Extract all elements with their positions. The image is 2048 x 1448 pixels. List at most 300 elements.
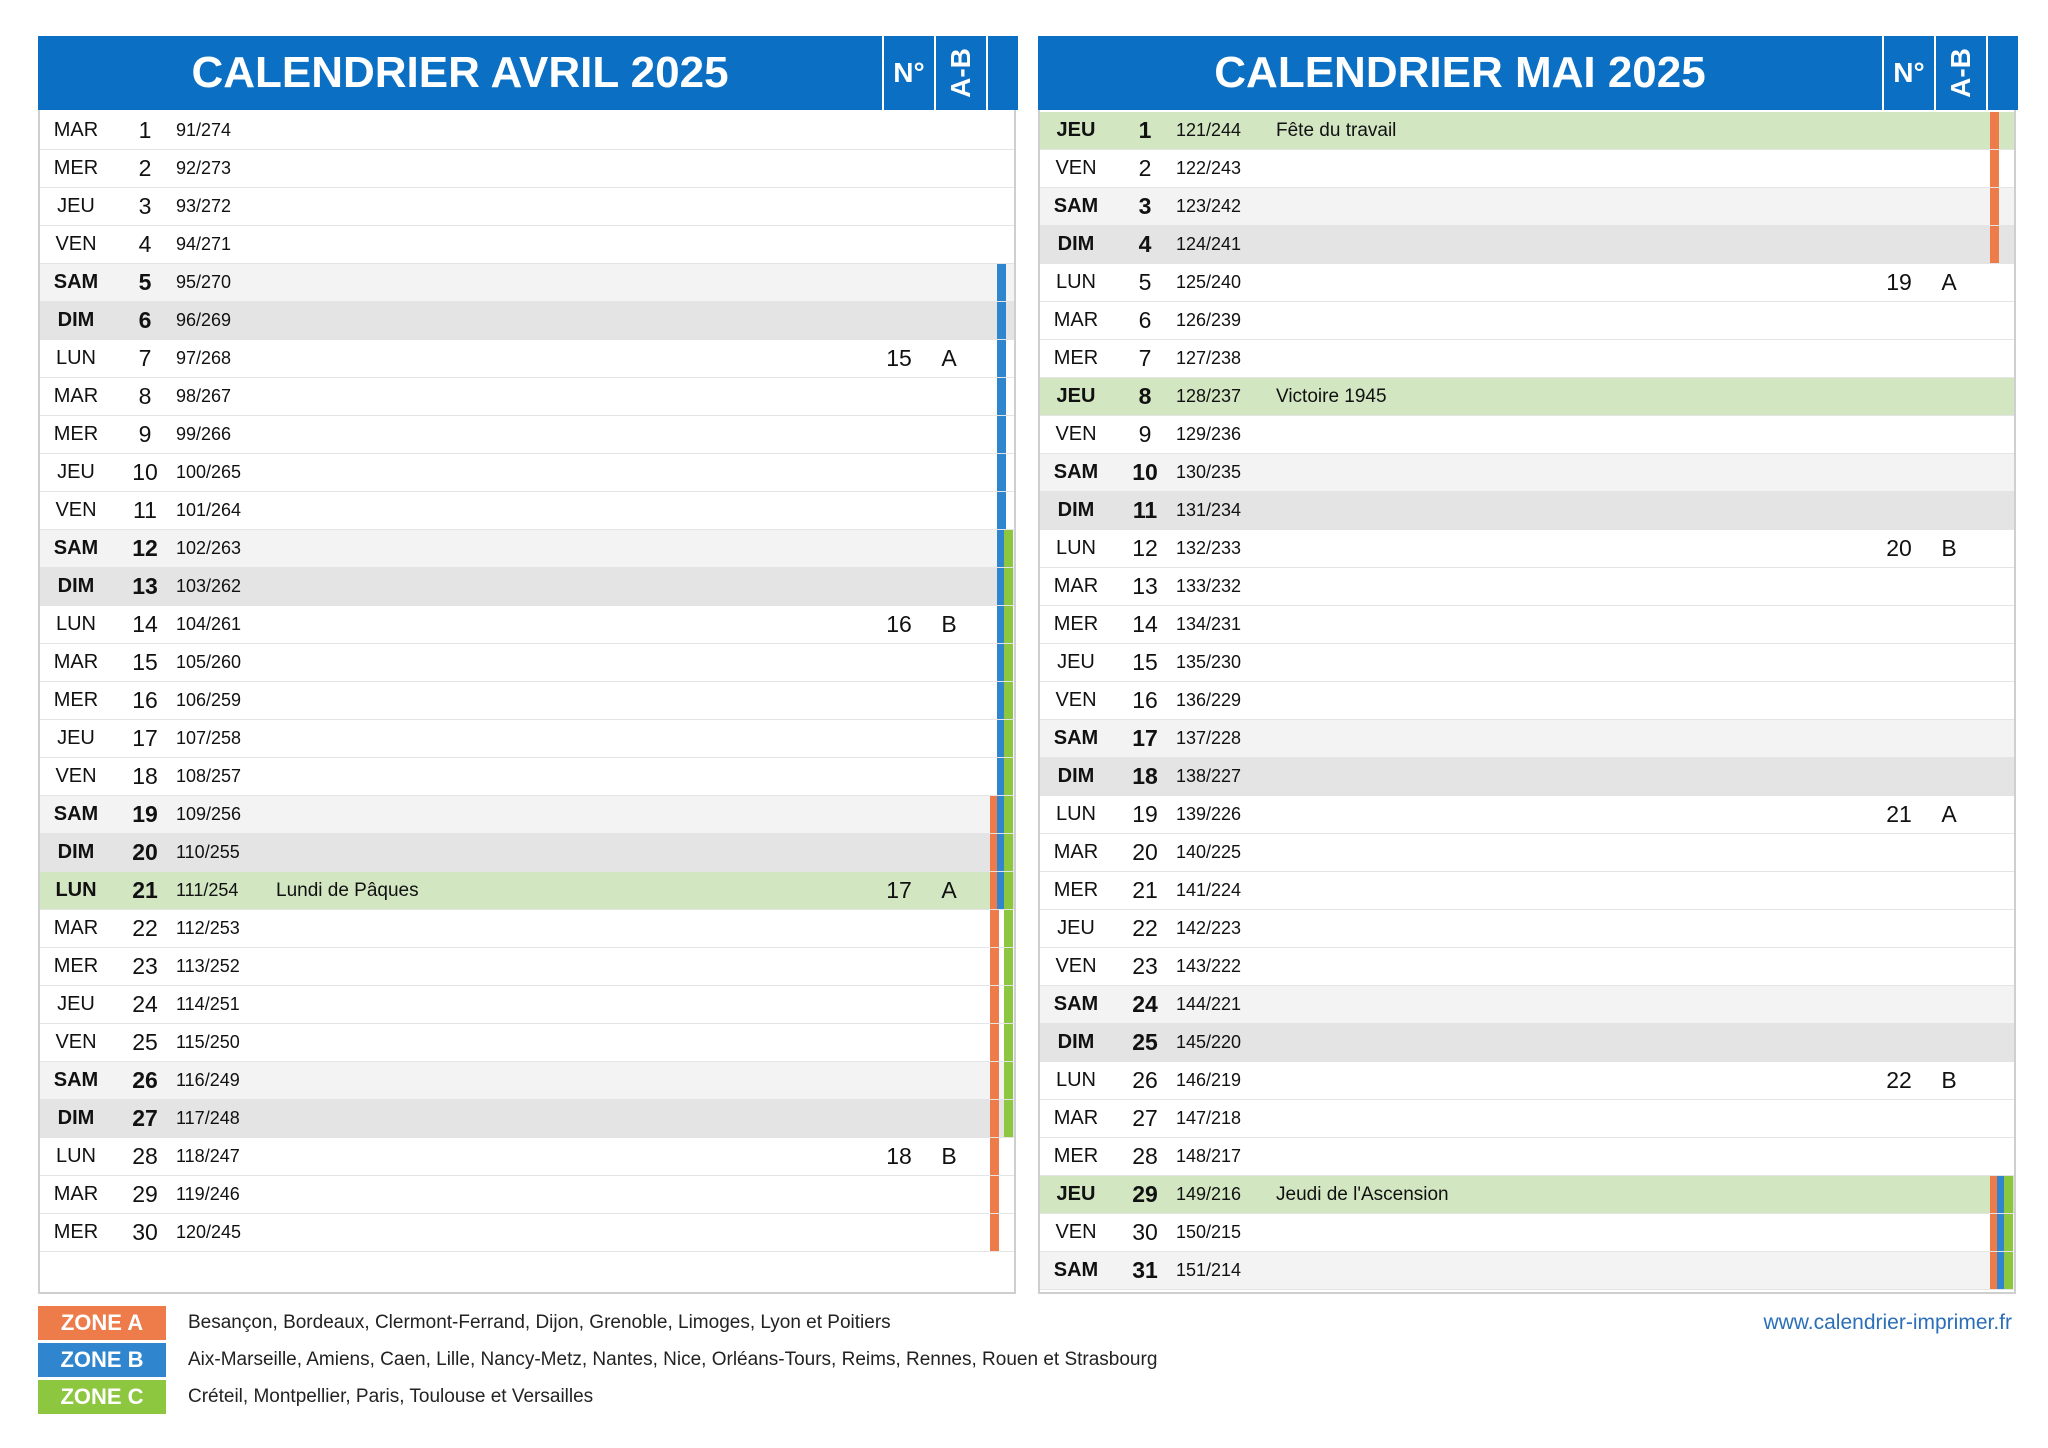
zone-c-holiday-bar xyxy=(1004,606,1013,643)
zone-a-holiday-bar xyxy=(990,1214,999,1251)
day-of-week: JEU xyxy=(1056,385,1096,407)
day-number: 16 xyxy=(132,687,158,713)
zone-a-holiday-bar xyxy=(990,1062,999,1099)
ab-week: A xyxy=(941,345,957,371)
day-of-year: 127/238 xyxy=(1176,348,1242,368)
day-of-year: 110/255 xyxy=(176,842,240,862)
day-number: 10 xyxy=(132,459,158,485)
calendar-header xyxy=(1038,36,2018,110)
day-of-year: 123/242 xyxy=(1176,196,1242,216)
day-row xyxy=(1040,948,2014,986)
day-of-year: 143/222 xyxy=(1176,956,1242,976)
day-of-year: 129/236 xyxy=(1176,424,1242,444)
day-of-year: 108/257 xyxy=(176,766,242,786)
day-number: 9 xyxy=(138,421,152,447)
day-of-week: LUN xyxy=(1055,1069,1096,1091)
day-row xyxy=(40,264,1014,302)
day-row xyxy=(1040,416,2014,454)
day-of-week: SAM xyxy=(1053,993,1099,1015)
day-rows xyxy=(40,112,1014,1252)
zone-c-holiday-bar xyxy=(1004,834,1013,871)
day-of-week: VEN xyxy=(1055,689,1097,711)
zone-b-holiday-bar xyxy=(997,340,1006,377)
zone-b-holiday-bar xyxy=(997,454,1006,491)
day-of-week: LUN xyxy=(55,879,97,901)
day-row xyxy=(40,910,1014,948)
day-of-week: VEN xyxy=(55,499,97,521)
day-of-year: 122/243 xyxy=(1176,158,1242,178)
day-row xyxy=(40,378,1014,416)
ab-week: B xyxy=(941,611,957,637)
day-of-year: 116/249 xyxy=(176,1070,240,1090)
zone-a-holiday-bar xyxy=(990,1100,999,1137)
day-of-week: SAM xyxy=(1053,195,1099,217)
day-of-week: LUN xyxy=(55,347,96,369)
day-row xyxy=(40,112,1014,150)
day-of-year: 130/235 xyxy=(1176,462,1242,482)
day-row xyxy=(40,150,1014,188)
day-row xyxy=(40,1214,1014,1252)
day-of-week: SAM xyxy=(1053,727,1099,749)
zone-b-holiday-bar xyxy=(997,492,1006,529)
day-row xyxy=(1040,1176,2014,1214)
day-of-week: SAM xyxy=(1053,461,1099,483)
day-number: 6 xyxy=(1138,307,1152,333)
day-row xyxy=(40,454,1014,492)
day-of-year: 99/266 xyxy=(176,424,232,444)
day-number: 8 xyxy=(138,383,152,409)
day-row xyxy=(40,492,1014,530)
day-row xyxy=(1040,1100,2014,1138)
day-number: 2 xyxy=(138,155,152,181)
day-of-week: LUN xyxy=(55,613,96,635)
day-of-year: 117/248 xyxy=(176,1108,240,1128)
day-of-week: MER xyxy=(53,157,99,179)
zone-c-holiday-bar xyxy=(1004,872,1013,909)
day-of-week: VEN xyxy=(1055,1221,1097,1243)
day-of-year: 92/273 xyxy=(176,158,232,178)
day-of-week: MER xyxy=(53,689,99,711)
day-of-week: LUN xyxy=(1055,537,1096,559)
zone-a-holiday-bar xyxy=(990,1024,999,1061)
day-of-year: 134/231 xyxy=(1176,614,1242,634)
ab-week: B xyxy=(941,1143,957,1169)
calendar-title: CALENDRIER MAI 2025 xyxy=(1214,48,1706,97)
day-number: 24 xyxy=(1132,991,1158,1017)
day-row xyxy=(1040,872,2014,910)
day-number: 11 xyxy=(1132,497,1158,523)
day-row xyxy=(1040,454,2014,492)
day-of-year: 131/234 xyxy=(1176,500,1242,520)
day-of-year: 146/219 xyxy=(1176,1070,1242,1090)
day-of-year: 115/250 xyxy=(176,1032,240,1052)
day-of-year: 133/232 xyxy=(1176,576,1242,596)
week-number: 19 xyxy=(1886,269,1912,295)
day-number: 17 xyxy=(132,725,158,751)
zone-a-holiday-bar xyxy=(990,1138,999,1175)
day-of-week: JEU xyxy=(57,461,95,483)
day-of-week: MAR xyxy=(53,917,99,939)
day-row xyxy=(40,568,1014,606)
day-row xyxy=(40,948,1014,986)
day-of-year: 107/258 xyxy=(176,728,242,748)
day-of-year: 150/215 xyxy=(1176,1222,1242,1242)
day-of-year: 119/246 xyxy=(176,1184,240,1204)
day-row xyxy=(1040,302,2014,340)
day-number: 15 xyxy=(1132,649,1158,675)
day-of-year: 128/237 xyxy=(1176,386,1242,406)
day-row xyxy=(1040,834,2014,872)
zone-b-holiday-bar xyxy=(997,378,1006,415)
day-number: 8 xyxy=(1138,383,1152,409)
day-of-week: MAR xyxy=(1053,841,1099,863)
zone-c-holiday-bar xyxy=(1004,1100,1013,1137)
day-number: 23 xyxy=(1132,953,1158,979)
day-number: 4 xyxy=(138,231,152,257)
day-row xyxy=(40,302,1014,340)
day-row xyxy=(1040,910,2014,948)
day-of-year: 97/268 xyxy=(176,348,232,368)
day-number: 7 xyxy=(138,345,152,371)
day-number: 14 xyxy=(1132,611,1158,637)
week-number: 18 xyxy=(886,1143,912,1169)
day-row xyxy=(40,530,1014,568)
day-of-year: 102/263 xyxy=(176,538,242,558)
day-of-week: JEU xyxy=(1056,119,1096,141)
day-row xyxy=(1040,340,2014,378)
day-of-year: 100/265 xyxy=(176,462,242,482)
day-number: 31 xyxy=(1132,1257,1158,1283)
day-row xyxy=(1040,378,2014,416)
day-of-year: 149/216 xyxy=(1176,1184,1242,1204)
day-of-week: SAM xyxy=(53,271,99,293)
day-number: 30 xyxy=(1132,1219,1158,1245)
day-row xyxy=(1040,682,2014,720)
day-of-year: 104/261 xyxy=(176,614,242,634)
day-of-year: 96/269 xyxy=(176,310,232,330)
day-of-week: LUN xyxy=(1055,803,1096,825)
day-of-year: 94/271 xyxy=(176,234,232,254)
zone-c-holiday-bar xyxy=(1004,568,1013,605)
header-divider xyxy=(986,36,988,110)
day-of-week: DIM xyxy=(57,309,95,331)
day-of-week: VEN xyxy=(55,765,97,787)
day-row xyxy=(1040,644,2014,682)
day-number: 10 xyxy=(1132,459,1158,485)
day-row xyxy=(1040,720,2014,758)
day-number: 18 xyxy=(1132,763,1158,789)
day-number: 28 xyxy=(132,1143,158,1169)
day-of-year: 113/252 xyxy=(176,956,240,976)
day-row xyxy=(1040,492,2014,530)
day-of-year: 111/254 xyxy=(176,880,239,900)
zone-c-holiday-bar xyxy=(1004,910,1013,947)
calendar-may xyxy=(1038,36,2016,1294)
day-of-week: MAR xyxy=(53,119,99,141)
day-of-week: DIM xyxy=(57,575,95,597)
day-of-year: 95/270 xyxy=(176,272,232,292)
ab-week: B xyxy=(1941,1067,1957,1093)
day-of-year: 112/253 xyxy=(176,918,240,938)
day-number: 27 xyxy=(1132,1105,1158,1131)
day-of-week: VEN xyxy=(1055,157,1097,179)
calendar-april xyxy=(38,36,1016,1294)
day-number: 30 xyxy=(132,1219,158,1245)
day-row xyxy=(1040,606,2014,644)
day-number: 13 xyxy=(1132,573,1158,599)
day-row xyxy=(1040,226,2014,264)
day-of-year: 98/267 xyxy=(176,386,232,406)
day-of-week: JEU xyxy=(1057,917,1095,939)
day-of-week: MAR xyxy=(53,1183,99,1205)
day-number: 4 xyxy=(1138,231,1152,257)
day-of-week: SAM xyxy=(1053,1259,1099,1281)
day-row xyxy=(1040,1062,2014,1100)
day-of-year: 124/241 xyxy=(1176,234,1242,254)
day-of-year: 118/247 xyxy=(176,1146,240,1166)
day-number: 25 xyxy=(1132,1029,1158,1055)
zone-b-cities: Aix-Marseille, Amiens, Caen, Lille, Nancy-Metz, Nantes, Nice, Orléans-Tours, Reims, Rennes, Rouen et Strasbourg xyxy=(188,1349,1158,1370)
holiday-name: Jeudi de l'Ascension xyxy=(1276,1184,1449,1205)
holiday-name: Fête du travail xyxy=(1276,120,1397,141)
day-number: 12 xyxy=(1132,535,1158,561)
day-of-year: 101/264 xyxy=(176,500,242,520)
zone-c-badge: ZONE C xyxy=(38,1380,166,1414)
zone-c-holiday-bar xyxy=(2004,1252,2013,1289)
day-number: 19 xyxy=(1132,801,1158,827)
day-number: 17 xyxy=(1132,725,1158,751)
day-row xyxy=(40,644,1014,682)
day-row xyxy=(1040,568,2014,606)
day-number: 19 xyxy=(132,801,158,827)
day-of-year: 126/239 xyxy=(1176,310,1242,330)
day-of-year: 132/233 xyxy=(1176,538,1242,558)
day-of-week: DIM xyxy=(1057,765,1095,787)
day-number: 12 xyxy=(132,535,158,561)
day-of-week: DIM xyxy=(1057,1031,1095,1053)
ab-week-header: A-B xyxy=(1944,48,1976,98)
ab-week: A xyxy=(1941,801,1957,827)
day-of-year: 139/226 xyxy=(1176,804,1242,824)
day-of-week: SAM xyxy=(53,1069,99,1091)
day-row xyxy=(1040,264,2014,302)
day-row xyxy=(40,226,1014,264)
week-number: 21 xyxy=(1886,801,1912,827)
day-of-week: MAR xyxy=(53,651,99,673)
day-of-week: MER xyxy=(1053,347,1099,369)
day-of-year: 121/244 xyxy=(1176,120,1242,140)
day-number: 3 xyxy=(138,193,152,219)
header-divider xyxy=(1986,36,1988,110)
day-of-year: 144/221 xyxy=(1176,994,1242,1014)
day-number: 20 xyxy=(1132,839,1158,865)
holiday-name: Lundi de Pâques xyxy=(276,880,419,901)
zone-b-holiday-bar xyxy=(997,416,1006,453)
zone-c-holiday-bar xyxy=(1004,1024,1013,1061)
day-row xyxy=(40,758,1014,796)
day-number: 26 xyxy=(1132,1067,1158,1093)
day-row xyxy=(1040,796,2014,834)
day-number: 22 xyxy=(1132,915,1158,941)
day-row xyxy=(1040,112,2014,150)
zone-c-holiday-bar xyxy=(2004,1176,2013,1213)
day-of-week: VEN xyxy=(1055,955,1097,977)
day-of-week: VEN xyxy=(55,1031,97,1053)
zone-c-holiday-bar xyxy=(1004,1062,1013,1099)
ab-week: A xyxy=(1941,269,1957,295)
ab-week-header: A-B xyxy=(944,48,976,98)
day-number: 6 xyxy=(138,307,152,333)
day-of-week: JEU xyxy=(57,195,95,217)
day-row xyxy=(1040,758,2014,796)
day-number: 28 xyxy=(1132,1143,1158,1169)
day-of-year: 93/272 xyxy=(176,196,232,216)
zone-c-holiday-bar xyxy=(1004,644,1013,681)
day-row xyxy=(40,834,1014,872)
day-row xyxy=(40,986,1014,1024)
day-of-week: JEU xyxy=(1056,1183,1096,1205)
zone-c-holiday-bar xyxy=(1004,682,1013,719)
day-row xyxy=(40,1024,1014,1062)
day-number: 3 xyxy=(1138,193,1152,219)
day-row xyxy=(40,1138,1014,1176)
day-number: 5 xyxy=(138,269,152,295)
day-number: 9 xyxy=(1138,421,1152,447)
day-of-year: 103/262 xyxy=(176,576,242,596)
day-row xyxy=(40,682,1014,720)
zone-a-badge: ZONE A xyxy=(38,1306,166,1340)
zone-b-holiday-bar xyxy=(997,264,1006,301)
day-of-week: DIM xyxy=(1057,233,1095,255)
day-number: 11 xyxy=(133,497,157,523)
zone-c-holiday-bar xyxy=(1004,948,1013,985)
day-of-year: 105/260 xyxy=(176,652,242,672)
day-row xyxy=(40,606,1014,644)
zone-c-holiday-bar xyxy=(1004,758,1013,795)
day-of-week: MAR xyxy=(1053,575,1099,597)
day-of-year: 109/256 xyxy=(176,804,242,824)
day-number: 2 xyxy=(1138,155,1152,181)
day-number: 26 xyxy=(132,1067,158,1093)
day-of-week: MAR xyxy=(1053,1107,1099,1129)
day-of-week: MER xyxy=(1053,1145,1099,1167)
day-number: 21 xyxy=(132,877,158,903)
zone-c-holiday-bar xyxy=(2004,1214,2013,1251)
day-of-year: 148/217 xyxy=(1176,1146,1242,1166)
zone-a-holiday-bar xyxy=(990,910,999,947)
day-number: 15 xyxy=(132,649,158,675)
day-of-year: 141/224 xyxy=(1176,880,1242,900)
zone-c-holiday-bar xyxy=(1004,796,1013,833)
day-of-week: MAR xyxy=(1053,309,1099,331)
day-rows xyxy=(1040,112,2014,1290)
day-of-week: VEN xyxy=(1055,423,1097,445)
day-row xyxy=(40,340,1014,378)
day-of-week: MER xyxy=(53,423,99,445)
day-row xyxy=(40,1176,1014,1214)
zone-a-holiday-bar xyxy=(990,986,999,1023)
week-number: 17 xyxy=(886,877,912,903)
day-of-year: 138/227 xyxy=(1176,766,1242,786)
day-number: 5 xyxy=(1138,269,1152,295)
day-of-week: JEU xyxy=(57,727,95,749)
day-row xyxy=(40,188,1014,226)
day-of-week: MER xyxy=(53,1221,99,1243)
day-of-year: 125/240 xyxy=(1176,272,1242,292)
zone-c-cities: Créteil, Montpellier, Paris, Toulouse et Versailles xyxy=(188,1386,594,1407)
day-of-year: 135/230 xyxy=(1176,652,1242,672)
day-row xyxy=(40,720,1014,758)
week-number: 20 xyxy=(1886,535,1912,561)
holiday-name: Victoire 1945 xyxy=(1276,386,1387,407)
day-number: 27 xyxy=(132,1105,158,1131)
day-row xyxy=(40,1062,1014,1100)
day-of-year: 136/229 xyxy=(1176,690,1242,710)
day-row xyxy=(1040,530,2014,568)
zone-a-holiday-bar xyxy=(990,948,999,985)
week-number: 16 xyxy=(886,611,912,637)
day-row xyxy=(1040,1138,2014,1176)
ab-week: B xyxy=(1941,535,1957,561)
day-of-week: JEU xyxy=(57,993,95,1015)
day-of-week: LUN xyxy=(55,1145,96,1167)
day-number: 29 xyxy=(132,1181,158,1207)
day-of-week: SAM xyxy=(53,803,99,825)
zone-a-holiday-bar xyxy=(1990,150,1999,187)
zone-b-holiday-bar xyxy=(997,302,1006,339)
day-number: 1 xyxy=(138,117,152,143)
day-of-year: 147/218 xyxy=(1176,1108,1242,1128)
day-number: 13 xyxy=(132,573,158,599)
day-row xyxy=(40,796,1014,834)
day-row xyxy=(40,1100,1014,1138)
ab-week: A xyxy=(941,877,957,903)
day-of-year: 120/245 xyxy=(176,1222,242,1242)
day-of-year: 142/223 xyxy=(1176,918,1242,938)
day-of-week: SAM xyxy=(53,537,99,559)
day-row xyxy=(1040,188,2014,226)
day-of-year: 145/220 xyxy=(1176,1032,1242,1052)
day-number: 22 xyxy=(132,915,158,941)
day-number: 24 xyxy=(132,991,158,1017)
week-number: 22 xyxy=(1886,1067,1912,1093)
day-of-week: JEU xyxy=(1057,651,1095,673)
website-link[interactable]: www.calendrier-imprimer.fr xyxy=(1763,1311,2012,1334)
day-number: 21 xyxy=(1132,877,1158,903)
week-number-header: N° xyxy=(1893,57,1925,88)
day-number: 20 xyxy=(132,839,158,865)
day-of-year: 106/259 xyxy=(176,690,242,710)
day-row xyxy=(1040,986,2014,1024)
zone-a-cities: Besançon, Bordeaux, Clermont-Ferrand, Dijon, Grenoble, Limoges, Lyon et Poitiers xyxy=(188,1312,891,1333)
day-of-week: VEN xyxy=(55,233,97,255)
zone-c-holiday-bar xyxy=(1004,530,1013,567)
day-of-year: 137/228 xyxy=(1176,728,1242,748)
day-row xyxy=(1040,1214,2014,1252)
day-of-week: MAR xyxy=(53,385,99,407)
day-of-week: LUN xyxy=(1055,271,1096,293)
day-number: 29 xyxy=(1132,1181,1158,1207)
day-of-year: 114/251 xyxy=(176,994,240,1014)
day-number: 23 xyxy=(132,953,158,979)
zone-a-holiday-bar xyxy=(1990,112,1999,149)
day-number: 16 xyxy=(1132,687,1158,713)
day-number: 14 xyxy=(132,611,158,637)
calendar-header xyxy=(38,36,1018,110)
day-row xyxy=(40,872,1014,910)
day-of-week: DIM xyxy=(1057,499,1095,521)
day-of-week: MER xyxy=(53,955,99,977)
